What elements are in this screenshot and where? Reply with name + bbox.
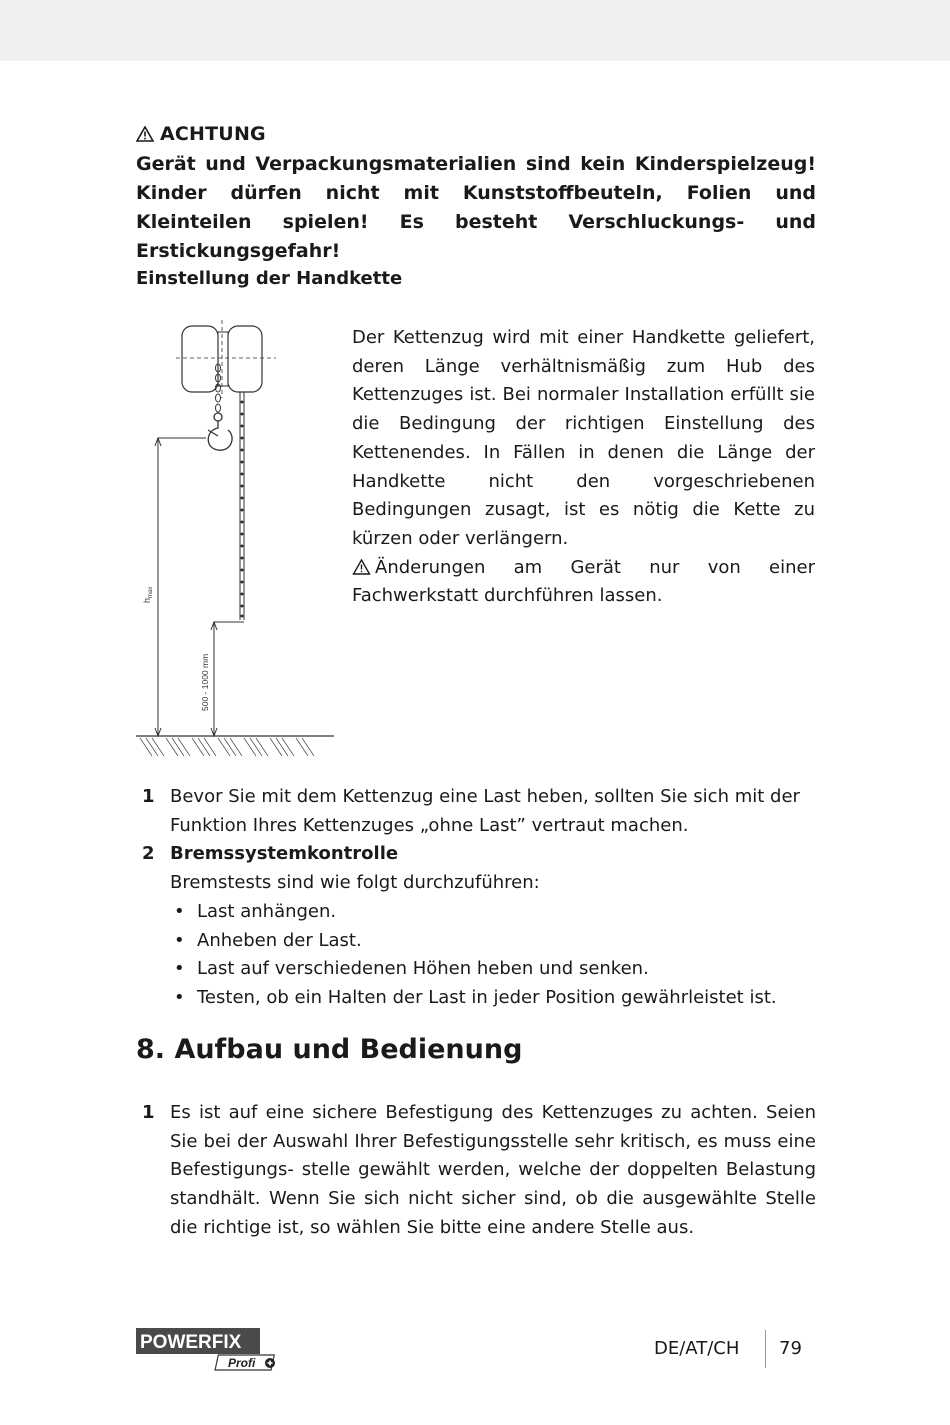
page-number: 79 [779,1338,802,1359]
warning-title-text: ACHTUNG [160,123,266,145]
warning-text: Gerät und Verpackungsmaterialien sind kein Kinderspielzeug! Kinder dürfen nicht mit Kunststoffbeuteln, Folien und Kleinteilen spielen! Es besteht Verschluckungs- und Erstickungsgefahr! [136,153,816,262]
bullet-item: • Last anhängen. [170,898,816,927]
svg-text:Profi: Profi [228,1356,256,1370]
step-text: Es ist auf eine sichere Befestigung des Kettenzuges zu achten. Seien Sie bei der Auswahl Ihrer Befestigungsstelle sehr kritisch, es muss eine Befestigungs- stelle gewählt werden, welche der doppelten Belastung standhält. Wenn Sie sich nicht sicher sind, ob die ausgewählte Stelle die richtige ist, so wählen Sie bitte eine andere Stelle aus. [170,1102,816,1238]
ground-hatching [140,738,314,756]
step-number: 2 [142,843,155,865]
hand-chain-links [241,401,244,618]
warning-triangle-icon [352,559,371,575]
bullet-item: • Last auf verschiedenen Höhen heben und senken. [170,955,816,984]
step-number: 1 [142,1102,155,1123]
step-intro: Bremstests sind wie folgt durchzuführen: [170,872,540,894]
list-item [136,1099,816,1243]
powerfix-logo [136,1328,282,1372]
handchain-note [352,554,815,611]
bullet-item: • Testen, ob ein Halten der Last in jeder Position gewährleistet ist. [170,984,816,1013]
hoist-wheel-right [228,326,262,392]
chapter-step [136,1099,816,1243]
range-label: 500 - 1000 mm [200,653,210,711]
note-text: Änderungen am Gerät nur von einer Fachwerkstatt durchführen lassen. [352,556,815,607]
footer-region: DE/AT/CH [654,1338,740,1359]
brake-test-bullets [170,898,816,1013]
handchain-description [352,324,815,611]
step-title: Bremssystemkontrolle [170,843,399,865]
list-item [136,783,816,840]
svg-text:POWERFIX: POWERFIX [140,1332,242,1353]
top-band [0,0,950,61]
footer-divider [765,1330,766,1368]
bullet-item: • Anheben der Last. [170,927,816,956]
warning-title [136,123,266,145]
hook-icon [208,413,232,450]
hmax-label: $h_{max}$ [142,586,154,603]
section-heading: Einstellung der Handkette [136,268,403,289]
chain-hoist-diagram [136,318,341,768]
step-number: 1 [142,786,155,807]
handchain-paragraph: Der Kettenzug wird mit einer Handkette geliefert, deren Länge verhältnismäßig zum Hub des Kettenzuges ist. Bei normaler Installation erfüllt sie die Bedingung der richtigen Einstellung des Kettenendes. In Fällen in denen die Länge der Handkette nicht den vorgeschriebenen Bedingungen zusagt, ist es nötig die Kette zu kürzen oder verlängern. [352,327,815,549]
steps-list [136,783,816,1013]
chapter-heading: 8. Aufbau und Bedienung [136,1034,523,1065]
step-text: Bevor Sie mit dem Kettenzug eine Last heben, sollten Sie sich mit der Funktion Ihres Kettenzuges „ohne Last” vertraut machen. [170,786,800,836]
hoist-wheel-left [182,326,218,392]
list-item [136,840,816,1012]
warning-triangle-icon [136,126,154,142]
